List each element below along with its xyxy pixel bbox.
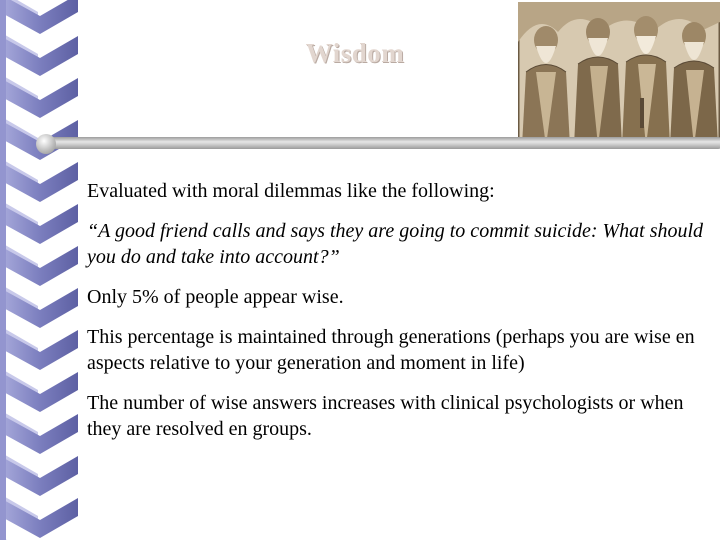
body-paragraph: The number of wise answers increases with clinical psychologists or when they are resolved en groups. [87,392,684,440]
binding-edge [0,0,6,540]
binding-chevron [0,0,78,34]
body-paragraph: Evaluated with moral dilemmas like the following: [87,180,495,202]
dilemma-quote: “A good friend calls and says they are going to commit suicide: What should you do and take into account?” [87,220,704,268]
body-paragraph: Only 5% of people appear wise. [87,286,344,308]
horizontal-rule [44,137,720,149]
binding-decoration [0,0,80,540]
slide-body [87,178,707,456]
body-paragraph: This percentage is maintained through generations (perhaps you are wise en aspects relative to your generation and moment in life) [87,326,695,374]
slide-title: Wisdom [305,38,405,68]
rule-knob [36,134,56,154]
elders-picture [518,2,720,146]
